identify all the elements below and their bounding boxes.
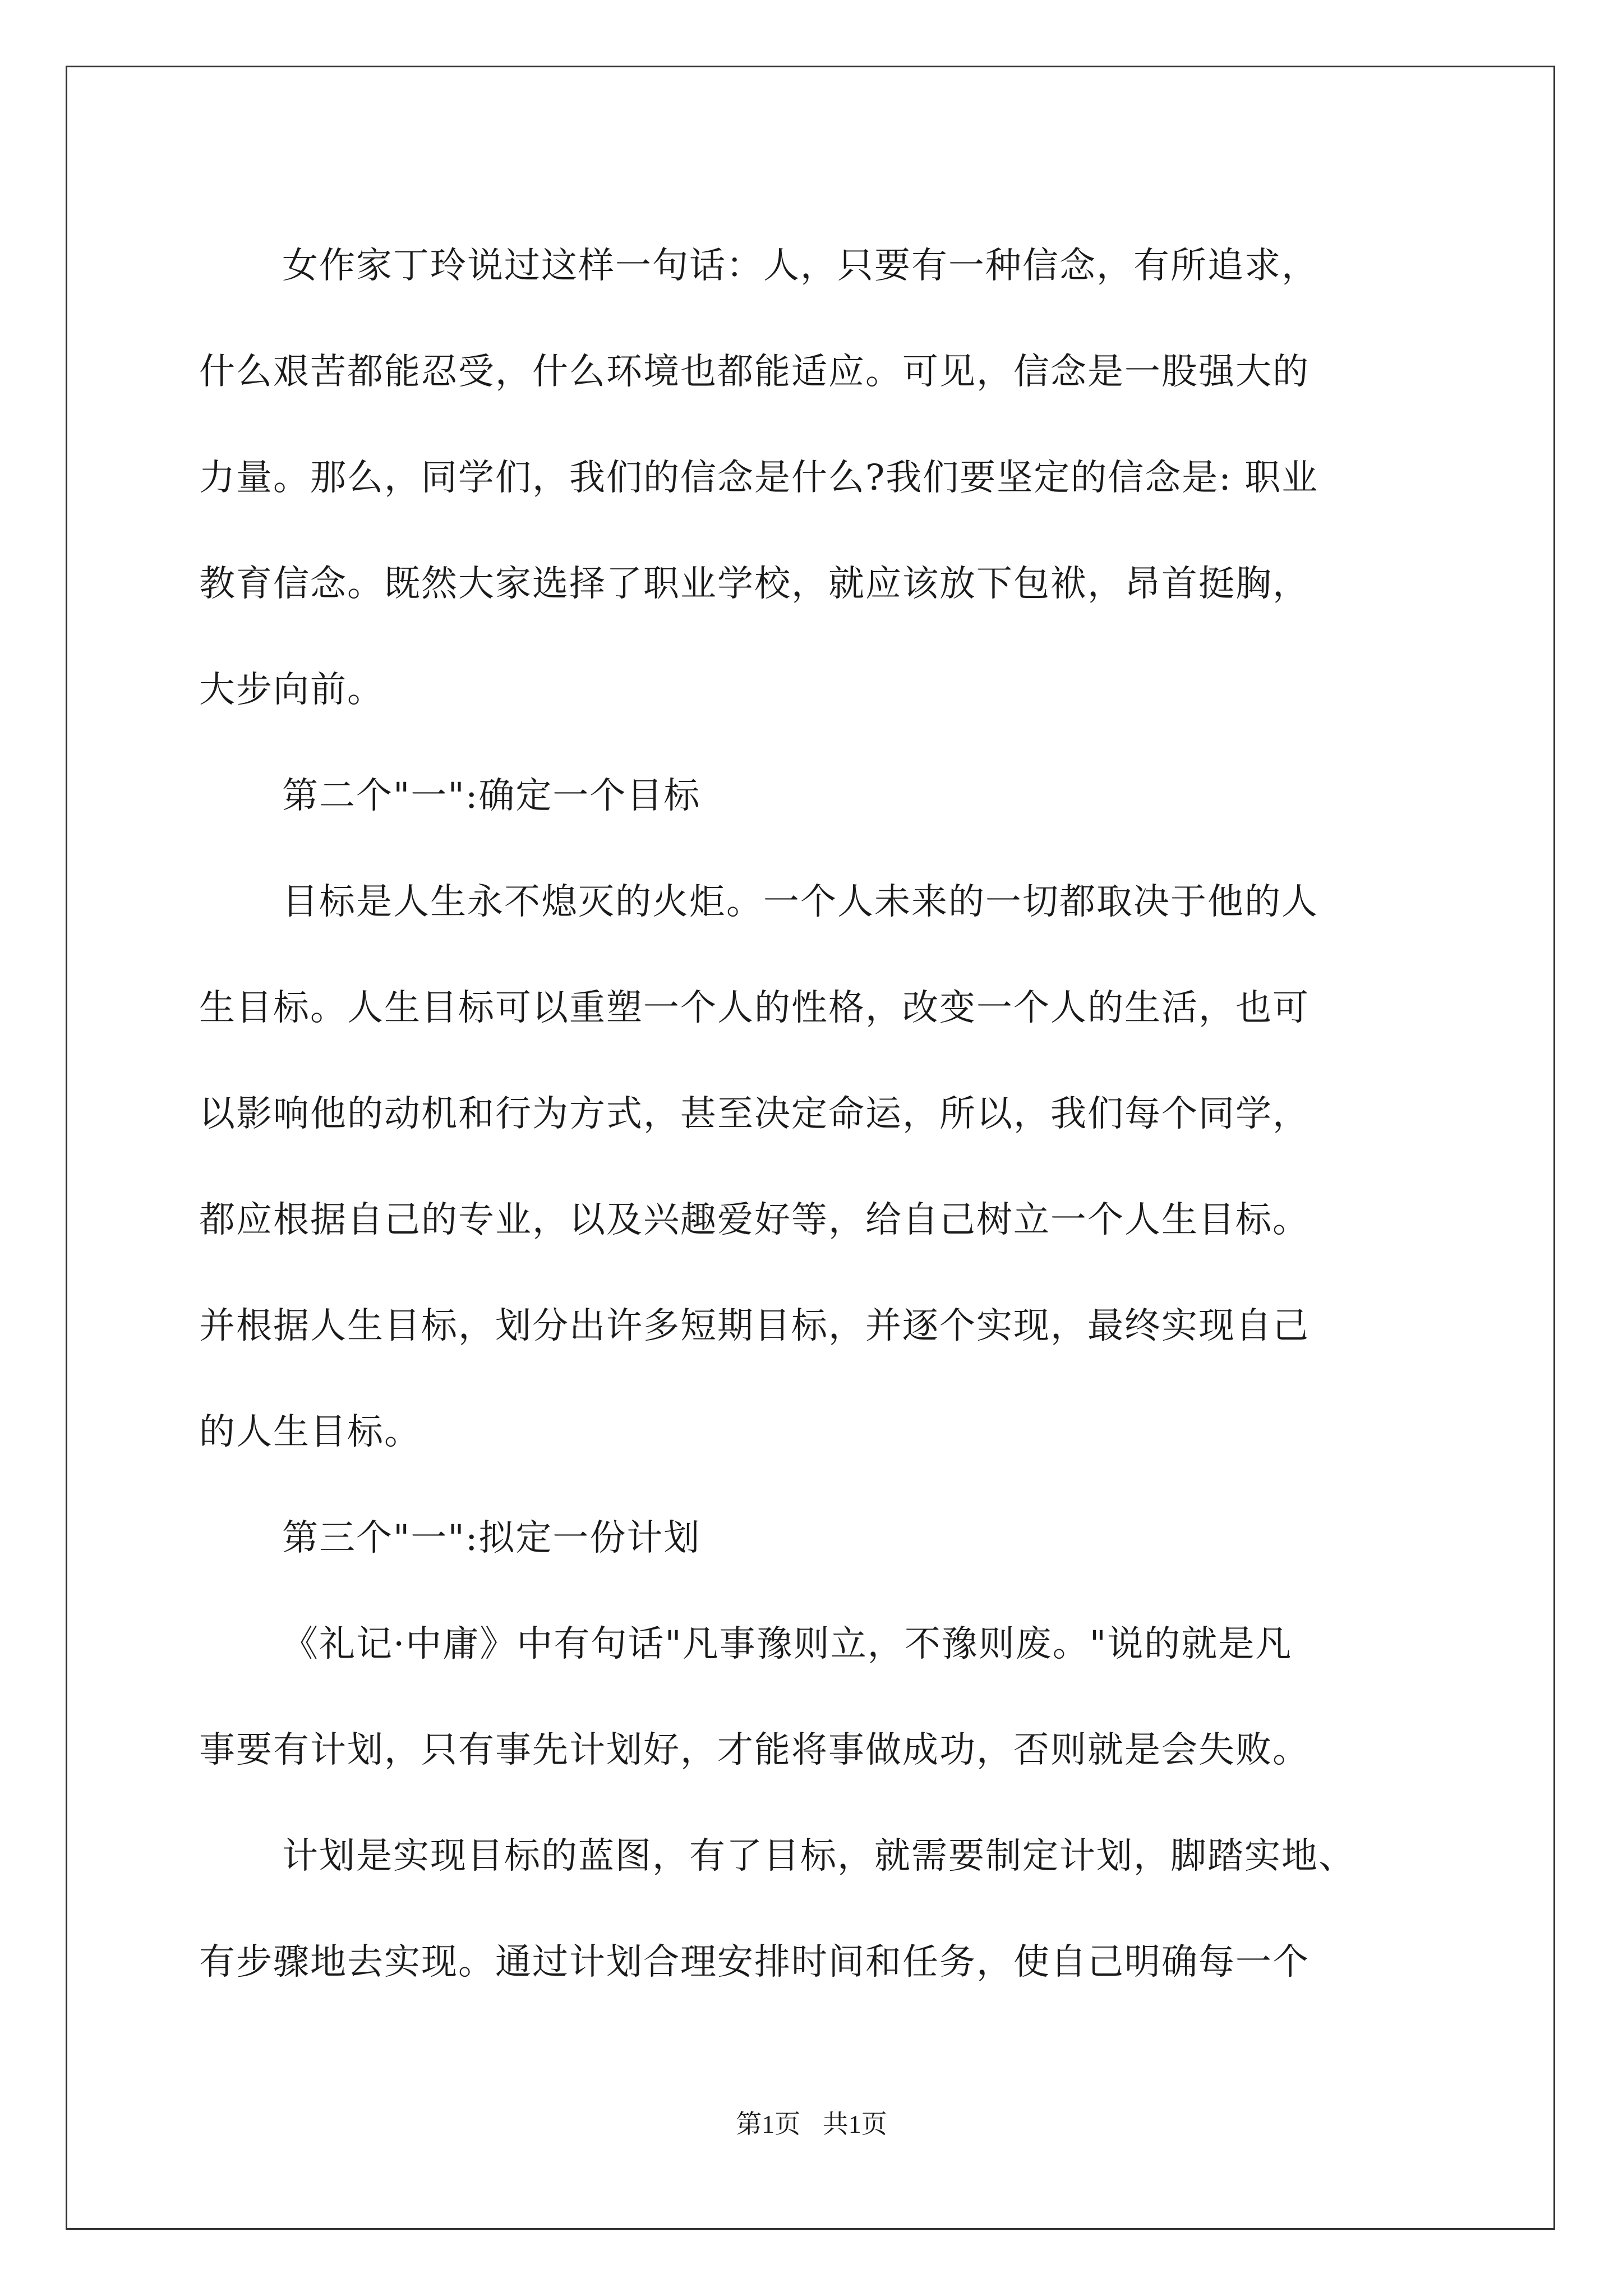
text-line: 大步向前。 [199, 669, 384, 711]
text-line: 《礼记·中庸》中有句话"凡事豫则立，不豫则废。"说的就是凡 [282, 1623, 1293, 1665]
text-line: 目标是人生永不熄灭的火炬。一个人未来的一切都取决于他的人 [282, 881, 1318, 923]
text-line: 有步骤地去实现。通过计划合理安排时间和任务，使自己明确每一个 [199, 1941, 1310, 1983]
page-footer [0, 2104, 1623, 2141]
text-line: 计划是实现目标的蓝图，有了目标，就需要制定计划，脚踏实地、 [282, 1835, 1355, 1877]
text-line: 力量。那么，同学们，我们的信念是什么?我们要坚定的信念是: 职业 [199, 457, 1319, 499]
section-heading: 第三个"一":拟定一份计划 [282, 1517, 701, 1559]
text-line: 并根据人生目标，划分出许多短期目标，并逐个实现，最终实现自己 [199, 1305, 1310, 1347]
text-line: 的人生目标。 [199, 1411, 421, 1453]
text-line: 事要有计划，只有事先计划好，才能将事做成功，否则就是会失败。 [199, 1729, 1310, 1771]
section-heading: 第二个"一":确定一个目标 [282, 775, 701, 817]
text-line: 生目标。人生目标可以重塑一个人的性格，改变一个人的生活，也可 [199, 987, 1310, 1029]
text-line: 都应根据自己的专业，以及兴趣爱好等，给自己树立一个人生目标。 [199, 1199, 1310, 1241]
text-line: 女作家丁玲说过这样一句话：人，只要有一种信念，有所追求， [282, 245, 1318, 287]
document-body [199, 213, 1433, 2016]
text-line: 以影响他的动机和行为方式，甚至决定命运，所以，我们每个同学， [199, 1093, 1310, 1135]
text-line: 教育信念。既然大家选择了职业学校，就应该放下包袱，昂首挺胸， [199, 563, 1310, 605]
text-line: 什么艰苦都能忍受，什么环境也都能适应。可见，信念是一股强大的 [199, 351, 1310, 393]
page-number: 第1页 [736, 2110, 801, 2138]
page-total: 共1页 [822, 2110, 887, 2138]
